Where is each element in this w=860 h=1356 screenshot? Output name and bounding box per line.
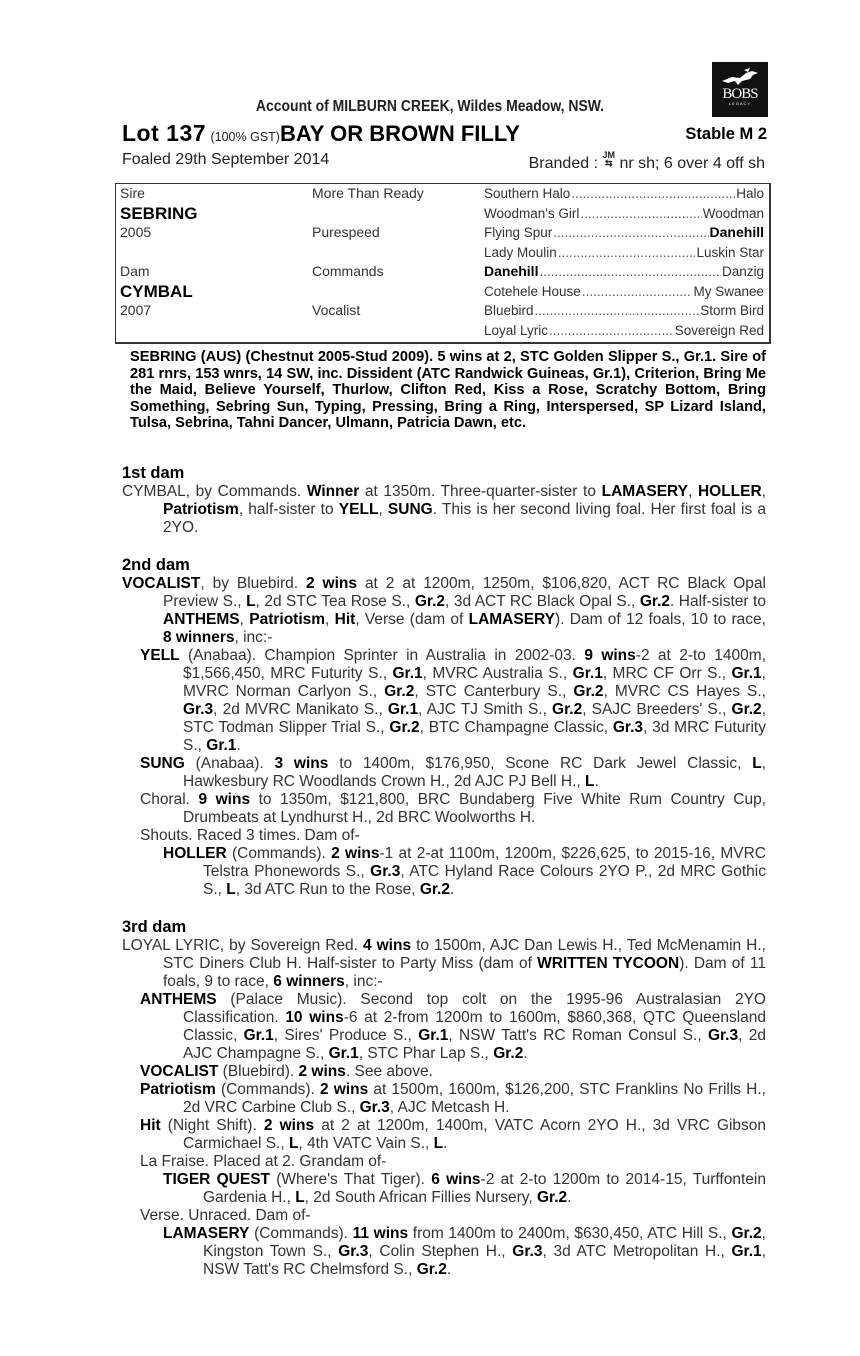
horse-icon xyxy=(720,67,760,87)
dam-heading: 3rd dam xyxy=(122,918,187,936)
bold-text: Gr.2 xyxy=(493,1045,524,1062)
bold-text: Gr.1 xyxy=(731,665,762,682)
text: , Kingston Town S., xyxy=(203,1225,766,1260)
bold-text: HOLLER xyxy=(163,845,227,862)
bold-text: Gr.2 xyxy=(384,683,415,700)
text: , inc:- xyxy=(234,629,273,646)
text: -2 at 2-to 1400m, $1,566,450, MRC Futurity S., xyxy=(183,647,766,682)
grandsire-maternal: Commands xyxy=(312,263,384,279)
family-entry xyxy=(140,791,766,827)
dam-year: 2007 xyxy=(120,302,152,318)
ancestor-name: Cotehele House xyxy=(484,283,581,299)
text: . xyxy=(450,881,455,898)
bold-text: Gr.1 xyxy=(206,737,237,754)
text: , 4th VATC Vain S., xyxy=(298,1135,434,1152)
pedigree-ancestor-row xyxy=(484,321,764,341)
text: . Half-sister to xyxy=(670,593,766,610)
text: , 3d ACT RC Black Opal S., xyxy=(445,593,640,610)
leader-dots xyxy=(553,223,708,243)
leader-dots xyxy=(539,262,721,282)
text: Choral. xyxy=(140,791,199,808)
family-entry xyxy=(122,483,766,537)
ancestor-sire: Danzig xyxy=(721,264,764,279)
bold-text: Gr.3 xyxy=(338,1243,369,1260)
pedigree-ancestor-row xyxy=(484,204,764,224)
text: , STC Phar Lap S., xyxy=(358,1045,494,1062)
sire-label: Sire xyxy=(120,185,145,201)
bold-text: Gr.3 xyxy=(612,719,644,736)
dam-label: Dam xyxy=(120,263,150,279)
bold-text: YELL xyxy=(140,647,180,664)
text: , 2d South African Fillies Nursery, xyxy=(304,1189,537,1206)
text: , MVRC Norman Carlyon S., xyxy=(183,665,766,700)
text: Shouts. Raced 3 times. Dam of- xyxy=(140,827,360,844)
dam-section-1 xyxy=(122,463,766,537)
family-entry xyxy=(122,575,766,647)
sire-name: SEBRING xyxy=(120,203,198,223)
logo-subtext: LEGACY xyxy=(728,101,752,106)
bold-text: 9 wins xyxy=(198,791,251,808)
text: (Night Shift). xyxy=(160,1117,264,1134)
ancestor-name: Bluebird xyxy=(484,303,534,318)
text: (Bluebird). xyxy=(218,1063,299,1080)
text: to 1500m, AJC Dan Lewis H., Ted McMenamin H., STC Diners Club H. Half-sister to Party Miss (dam of xyxy=(163,937,766,972)
text: from 1400m to 2400m, $630,450, ATC Hill S., xyxy=(408,1225,732,1242)
text: -2 at 2-to 1200m to 2014-15, Turffontein Gardenia H., xyxy=(203,1171,766,1206)
pedigree-table xyxy=(115,183,771,344)
dam-section-2 xyxy=(122,555,766,899)
bold-text: L xyxy=(246,593,256,610)
ancestor-name: Woodman's Girl xyxy=(484,205,580,221)
text: , 2d STC Tea Rose S., xyxy=(255,593,415,610)
text: (Anabaa). xyxy=(184,755,275,772)
bold-text: Patriotism xyxy=(249,611,326,628)
bold-text: L xyxy=(433,1135,444,1152)
family-entry xyxy=(122,937,766,991)
text: , xyxy=(761,483,766,500)
lot-number: Lot 137 xyxy=(122,120,207,146)
text: , 3d ATC Metropolitan H., xyxy=(542,1243,732,1260)
ancestor-name: Loyal Lyric xyxy=(484,322,549,338)
text: , 2d AJC Champagne S., xyxy=(183,1027,766,1062)
leader-dots xyxy=(549,321,674,341)
grandsire-paternal: More Than Ready xyxy=(312,185,424,201)
text: , NSW Tatt's RC Roman Consul S., xyxy=(448,1027,708,1044)
bold-text: 2 wins xyxy=(298,1063,346,1080)
pedigree-ancestor-row xyxy=(484,184,764,204)
text: at 1500m, 1600m, $126,200, STC Franklins No Frills H., 2d VRC Carbine Club S., xyxy=(183,1081,766,1116)
text: . xyxy=(594,773,599,790)
bold-text: LAMASERY xyxy=(468,611,556,628)
leader-dots xyxy=(535,301,700,321)
text: . See above. xyxy=(345,1063,433,1080)
bold-text: Hit xyxy=(334,611,356,628)
bold-text: Gr.2 xyxy=(536,1189,568,1206)
bold-text: 2 wins xyxy=(319,1081,369,1098)
text: , STC Todman Slipper Trial S., xyxy=(183,701,766,736)
text: , AJC TJ Smith S., xyxy=(418,701,553,718)
bold-text: WRITTEN TYCOON xyxy=(537,955,680,972)
bold-text: L xyxy=(295,1189,305,1206)
ancestor-name: Danehill xyxy=(484,263,539,279)
bold-text: 2 wins xyxy=(306,575,358,592)
ancestor-sire: Luskin Star xyxy=(696,244,764,260)
brand-mark-text: JM xyxy=(602,150,615,160)
text: , xyxy=(239,611,250,628)
bold-text: Winner xyxy=(306,483,360,500)
text: to 1350m, $121,800, BRC Bundaberg Five White Rum Country Cup, Drumbeats at Lyndhurst H., 2d BRC Woolworths H. xyxy=(183,791,766,826)
ancestor-sire: Danehill xyxy=(709,224,764,240)
bold-text: Hit xyxy=(140,1117,161,1134)
bold-text: 6 wins xyxy=(431,1171,481,1188)
text: , STC Canterbury S., xyxy=(414,683,574,700)
branded-label: Branded : xyxy=(528,155,599,172)
text: . xyxy=(443,1135,448,1152)
family-entry xyxy=(140,1081,766,1117)
vendor-account: Account of MILBURN CREEK, Wildes Meadow, NSW. xyxy=(255,98,605,115)
bold-text: Gr.2 xyxy=(552,701,583,718)
leader-dots xyxy=(580,204,701,224)
bold-text: LAMASERY xyxy=(163,1225,250,1242)
text: (Commands). xyxy=(226,845,332,862)
text: (Where's That Tiger). xyxy=(270,1171,432,1188)
bold-text: Gr.2 xyxy=(639,593,671,610)
text: CYMBAL, by Commands. xyxy=(122,483,307,500)
text: , xyxy=(378,501,388,518)
text: , half-sister to xyxy=(238,501,339,518)
text: Verse. Unraced. Dam of- xyxy=(140,1207,311,1224)
bold-text: 3 wins xyxy=(274,755,329,772)
text: , inc:- xyxy=(344,973,383,990)
bold-text: 9 wins xyxy=(584,647,636,664)
dam-heading: 2nd dam xyxy=(122,556,190,574)
bold-text: Gr.2 xyxy=(414,593,446,610)
text: (Commands). xyxy=(215,1081,320,1098)
bold-text: Gr.3 xyxy=(370,863,401,880)
bold-text: Gr.2 xyxy=(389,719,420,736)
text: at 2 at 1200m, 1250m, $106,820, ACT RC Black Opal Preview S., xyxy=(163,575,766,610)
text: , AJC Metcash H. xyxy=(389,1099,510,1116)
dam-name: CYMBAL xyxy=(120,281,193,301)
bold-text: Gr.1 xyxy=(418,1027,449,1044)
text: , BTC Champagne Classic, xyxy=(419,719,613,736)
text: (Commands). xyxy=(249,1225,353,1242)
text: (Palace Music). Second top colt on the 1995-96 Australasian 2YO Classification. xyxy=(183,991,766,1026)
brand-mark-icon: JM ⇆ xyxy=(602,150,615,168)
pedigree-ancestor-row xyxy=(484,243,764,263)
bold-text: Gr.2 xyxy=(573,683,604,700)
text: . xyxy=(236,737,241,754)
bold-text: Patriotism xyxy=(163,501,239,518)
pedigree-ancestor-row xyxy=(484,262,764,282)
text: , MVRC Australia S., xyxy=(422,665,573,682)
text: La Fraise. Placed at 2. Grandam of- xyxy=(140,1153,387,1170)
bold-text: Gr.2 xyxy=(416,1261,447,1278)
leader-dots xyxy=(582,282,693,302)
bold-text: 10 wins xyxy=(285,1009,344,1026)
bold-text: Gr.2 xyxy=(731,701,762,718)
bold-text: 8 winners xyxy=(163,629,235,646)
ancestor-sire: Woodman xyxy=(702,205,764,221)
bold-text: YELL xyxy=(338,501,379,518)
gst-note: (100% GST) xyxy=(210,130,280,144)
bold-text: ANTHEMS xyxy=(163,611,240,628)
ancestor-sire: Sovereign Red xyxy=(674,322,764,338)
bold-text: Gr.2 xyxy=(419,881,450,898)
foaled-date: Foaled 29th September 2014 xyxy=(122,151,330,168)
bold-text: Gr.1 xyxy=(731,1243,762,1260)
text: , xyxy=(688,483,698,500)
ancestor-name: Lady Moulin xyxy=(484,244,557,260)
text: ). Dam of 11 foals, 9 to race, xyxy=(163,955,766,990)
stable-location: Stable M 2 xyxy=(685,125,767,143)
text: . This is her second living foal. Her first foal is a 2YO. xyxy=(163,501,767,536)
ancestor-sire: Halo xyxy=(736,186,764,201)
branded-text: nr sh; 6 over 4 off sh xyxy=(619,155,765,172)
bold-text: L xyxy=(752,755,762,772)
family-entry xyxy=(163,845,766,899)
ancestor-sire: Storm Bird xyxy=(700,303,764,318)
bold-text: Gr.1 xyxy=(328,1045,359,1062)
sire-summary: SEBRING (AUS) (Chestnut 2005-Stud 2009). 5 wins at 2, STC Golden Slipper S., Gr.1. Sire of 281 rnrs, 153 wnrs, 14 SW, inc. Dissident (ATC Randwick Guineas, Gr.1), Criterion, Bring Me the Maid, Believe Yourself, Thurlow, Clifton Red, Kiss a Rose, Scratchy Bottom, Bring Something, Sebring Sun, Typing, Pressing, Bring a Ring, Interspersed, SP Lizard Island, Tulsa, Sebrina, Tahni Dancer, Ulmann, Patricia Dawn, etc. xyxy=(130,349,766,431)
text: , xyxy=(325,611,335,628)
bold-text: 2 wins xyxy=(331,845,380,862)
bold-text: TIGER QUEST xyxy=(163,1171,271,1188)
pedigree-ancestor-row xyxy=(484,223,764,243)
bold-text: Gr.3 xyxy=(707,1027,739,1044)
bold-text: 6 winners xyxy=(273,973,345,990)
bold-text: ANTHEMS xyxy=(140,991,217,1008)
lot-title: BAY OR BROWN FILLY xyxy=(279,121,520,146)
bold-text: L xyxy=(585,773,595,790)
bold-text: Gr.3 xyxy=(512,1243,543,1260)
text: , MRC CF Orr S., xyxy=(602,665,732,682)
bold-text: Gr.1 xyxy=(572,665,603,682)
bold-text: SUNG xyxy=(140,755,185,772)
text: , 2d MVRC Manikato S., xyxy=(213,701,388,718)
text: at 1350m. Three-quarter-sister to xyxy=(359,483,602,500)
family-entry xyxy=(140,1153,766,1171)
leader-dots xyxy=(571,184,735,204)
family-entry xyxy=(140,827,766,845)
text: -1 at 2-at 1100m, 1200m, $226,625, to 2015-16, MVRC Telstra Phonewords S., xyxy=(203,845,766,880)
bold-text: Gr.1 xyxy=(243,1027,274,1044)
bold-text: 4 wins xyxy=(363,937,412,954)
text: at 2 at 1200m, 1400m, VATC Acorn 2YO H., 3d VRC Gibson Carmichael S., xyxy=(183,1117,766,1152)
family-entry xyxy=(163,1225,766,1279)
granddam-paternal: Purespeed xyxy=(312,224,380,240)
text: , SAJC Breeders' S., xyxy=(582,701,732,718)
bold-text: Gr.2 xyxy=(731,1225,762,1242)
dam-heading: 1st dam xyxy=(122,464,185,482)
text: LOYAL LYRIC, by Sovereign Red. xyxy=(122,937,363,954)
ancestor-name: Flying Spur xyxy=(484,225,553,240)
bold-text: VOCALIST xyxy=(122,575,201,592)
bold-text: Gr.3 xyxy=(183,701,214,718)
text: . xyxy=(446,1261,452,1278)
text: , NSW Tatt's RC Chelmsford S., xyxy=(203,1243,766,1278)
text: , by Bluebird. xyxy=(200,575,307,592)
text: , 3d ATC Run to the Rose, xyxy=(235,881,420,898)
text: ). Dam of 12 foals, 10 to race, xyxy=(555,611,766,628)
bold-text: Patriotism xyxy=(140,1081,216,1098)
leader-dots xyxy=(558,243,696,263)
sire-year: 2005 xyxy=(120,224,152,240)
lot-header xyxy=(122,120,767,148)
bold-text: Gr.3 xyxy=(359,1099,390,1116)
ancestor-sire: My Swanee xyxy=(693,283,764,299)
text: . xyxy=(567,1189,572,1206)
text: , Sires' Produce S., xyxy=(273,1027,419,1044)
bold-text: L xyxy=(288,1135,299,1152)
family-entry xyxy=(140,1207,766,1225)
family-entry xyxy=(140,1117,766,1153)
bold-text: SUNG xyxy=(387,501,433,518)
bold-text: L xyxy=(226,881,236,898)
bold-text: Gr.1 xyxy=(392,665,423,682)
family-entry xyxy=(140,991,766,1063)
text: , Hawkesbury RC Woodlands Crown H., 2d AJC PJ Bell H., xyxy=(183,755,766,790)
bold-text: LAMASERY xyxy=(601,483,689,500)
brand-info xyxy=(490,151,765,173)
text: , Verse (dam of xyxy=(355,611,469,628)
pedigree-ancestor-row xyxy=(484,301,764,321)
ancestor-name: Southern Halo xyxy=(484,186,571,201)
bold-text: HOLLER xyxy=(697,483,762,500)
bold-text: 2 wins xyxy=(263,1117,315,1134)
bold-text: VOCALIST xyxy=(140,1063,219,1080)
granddam-maternal: Vocalist xyxy=(312,302,361,318)
text: , MVRC CS Hayes S., xyxy=(603,683,766,700)
family-entry xyxy=(163,1171,766,1207)
bold-text: Gr.1 xyxy=(387,701,419,718)
text: -6 at 2-from 1200m to 1600m, $860,368, QTC Queensland Classic, xyxy=(183,1009,766,1044)
text: to 1400m, $176,950, Scone RC Dark Jewel Classic, xyxy=(328,755,753,772)
text: . xyxy=(523,1045,528,1062)
family-entry xyxy=(140,755,766,791)
dam-section-3 xyxy=(122,917,766,1279)
family-entry xyxy=(140,647,766,755)
text: (Anabaa). Champion Sprinter in Australia in 2002-03. xyxy=(179,647,585,664)
family-entry xyxy=(140,1063,766,1081)
text: , ATC Hyland Race Colours 2YO P., 2d MRC Gothic S., xyxy=(203,863,766,898)
logo-text: BOBS xyxy=(722,86,758,102)
pedigree-ancestor-row xyxy=(484,282,764,302)
bold-text: 11 wins xyxy=(352,1225,409,1242)
text: , 3d MRC Futurity S., xyxy=(183,719,766,754)
text: , Colin Stephen H., xyxy=(368,1243,513,1260)
